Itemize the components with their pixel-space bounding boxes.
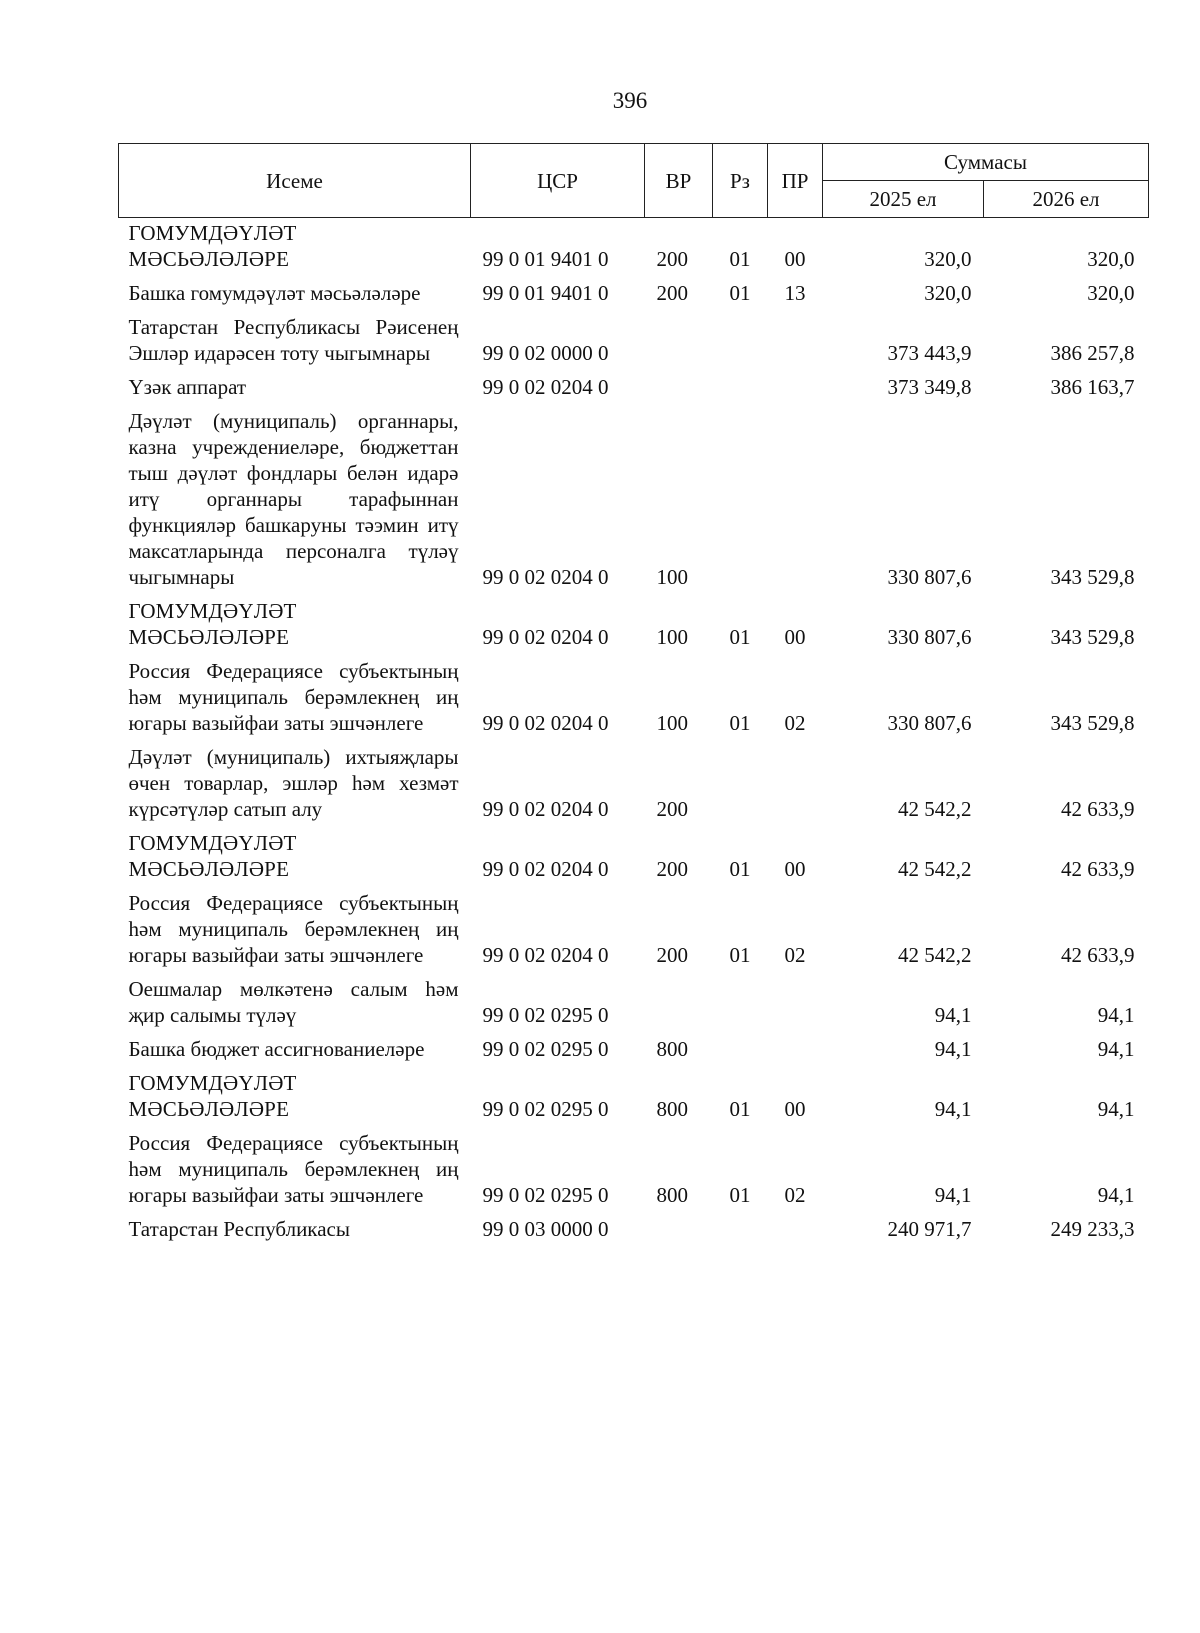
row-amount-2025: 320,0 [924, 281, 972, 305]
row-vr: 100 [656, 625, 688, 649]
row-amount-2026: 386 257,8 [1050, 341, 1135, 365]
row-rz: 01 [729, 281, 751, 305]
budget-table [118, 143, 1149, 1250]
row-csr: 99 0 02 0204 0 [482, 797, 609, 821]
table-row [119, 1130, 1149, 1216]
row-name: ГОМУМДӘҮЛӘТ МӘСЬӘЛӘЛӘРЕ [128, 221, 297, 271]
row-name: Россия Федерациясе субъектының һәм муниципаль берәмлекнең иң югары вазыйфаи заты эшчәнлеге [128, 659, 459, 735]
page-number: 396 [612, 88, 648, 113]
table-row [119, 1070, 1149, 1130]
row-amount-2025: 94,1 [934, 1183, 972, 1207]
row-amount-2025: 42 542,2 [898, 857, 972, 881]
row-rz [713, 744, 768, 830]
row-csr: 99 0 02 0000 0 [482, 341, 609, 365]
row-amount-2026: 94,1 [1097, 1003, 1135, 1027]
row-pr: 00 [784, 625, 806, 649]
row-pr: 13 [784, 281, 806, 305]
header-csr: ЦСР [471, 144, 645, 218]
row-rz: 01 [729, 625, 751, 649]
row-rz [713, 374, 768, 408]
row-rz: 01 [729, 1183, 751, 1207]
row-name: Россия Федерациясе субъектының һәм муниципаль берәмлекнең иң югары вазыйфаи заты эшчәнлеге [128, 891, 459, 967]
row-rz: 01 [729, 1097, 751, 1121]
row-amount-2025: 320,0 [924, 247, 972, 271]
row-pr [768, 744, 823, 830]
row-name: Үзәк аппарат [128, 375, 247, 399]
row-amount-2026: 94,1 [1097, 1183, 1135, 1207]
row-pr: 00 [784, 247, 806, 271]
row-csr: 99 0 01 9401 0 [482, 247, 609, 271]
row-name: Башка бюджет ассигнованиеләре [128, 1037, 425, 1061]
table-row [119, 598, 1149, 658]
row-name: Оешмалар мөлкәтенә салым һәм җир салымы түләү [128, 977, 459, 1027]
row-amount-2025: 330 807,6 [887, 625, 972, 649]
table-row [119, 976, 1149, 1036]
row-csr: 99 0 02 0204 0 [482, 625, 609, 649]
row-pr [768, 1216, 823, 1250]
row-name: Татарстан Республикасы Рәисенең Эшләр идарәсен тоту чыгымнары [128, 315, 459, 365]
row-name: ГОМУМДӘҮЛӘТ МӘСЬӘЛӘЛӘРЕ [128, 1071, 297, 1121]
table-row [119, 658, 1149, 744]
header-name: Исеме [119, 144, 471, 218]
row-vr: 200 [656, 247, 688, 271]
row-csr: 99 0 02 0204 0 [482, 943, 609, 967]
row-rz: 01 [729, 711, 751, 735]
row-name: Татарстан Республикасы [128, 1217, 350, 1241]
table-row [119, 890, 1149, 976]
row-vr: 800 [656, 1037, 688, 1061]
row-pr [768, 1036, 823, 1070]
row-pr [768, 374, 823, 408]
row-rz [713, 1216, 768, 1250]
row-vr: 200 [656, 281, 688, 305]
row-amount-2025: 94,1 [934, 1037, 972, 1061]
row-amount-2026: 249 233,3 [1050, 1217, 1135, 1241]
table-row [119, 1216, 1149, 1250]
row-pr: 02 [784, 1183, 806, 1207]
row-amount-2026: 343 529,8 [1050, 711, 1135, 735]
row-amount-2026: 343 529,8 [1050, 565, 1135, 589]
row-vr [645, 976, 713, 1036]
table-row [119, 374, 1149, 408]
row-vr [645, 374, 713, 408]
table-body [119, 218, 1149, 1251]
row-rz [713, 1036, 768, 1070]
row-amount-2026: 343 529,8 [1050, 625, 1135, 649]
row-amount-2026: 42 633,9 [1061, 943, 1135, 967]
row-rz [713, 408, 768, 598]
row-csr: 99 0 02 0204 0 [482, 565, 609, 589]
row-amount-2026: 94,1 [1097, 1097, 1135, 1121]
row-amount-2026: 94,1 [1097, 1037, 1135, 1061]
row-amount-2025: 330 807,6 [887, 565, 972, 589]
row-pr: 00 [784, 1097, 806, 1121]
row-rz: 01 [729, 857, 751, 881]
header-rz: Рз [713, 144, 768, 218]
row-name: Россия Федерациясе субъектының һәм муниципаль берәмлекнең иң югары вазыйфаи заты эшчәнлеге [128, 1131, 459, 1207]
row-csr: 99 0 02 0204 0 [482, 711, 609, 735]
row-vr: 100 [656, 711, 688, 735]
row-amount-2026: 386 163,7 [1050, 375, 1135, 399]
header-pr: ПР [768, 144, 823, 218]
row-csr: 99 0 02 0295 0 [482, 1037, 609, 1061]
row-name: ГОМУМДӘҮЛӘТ МӘСЬӘЛӘЛӘРЕ [128, 831, 297, 881]
row-pr: 00 [784, 857, 806, 881]
header-vr: ВР [645, 144, 713, 218]
table-row [119, 218, 1149, 281]
table-header [119, 144, 1149, 218]
row-amount-2026: 320,0 [1087, 281, 1135, 305]
row-csr: 99 0 02 0295 0 [482, 1097, 609, 1121]
header-year-2025: 2025 ел [823, 181, 984, 218]
row-vr: 800 [656, 1183, 688, 1207]
table-row [119, 1036, 1149, 1070]
row-amount-2025: 373 443,9 [887, 341, 972, 365]
table-row [119, 314, 1149, 374]
table-row [119, 830, 1149, 890]
row-amount-2025: 373 349,8 [887, 375, 972, 399]
row-vr: 800 [656, 1097, 688, 1121]
table-row [119, 280, 1149, 314]
row-vr: 200 [656, 943, 688, 967]
row-vr: 100 [656, 565, 688, 589]
row-rz: 01 [729, 247, 751, 271]
row-name: Дәүләт (муниципаль) органнары, казна учреждениеләре, бюджеттан тыш дәүләт фондлары белән идарә итү органнары тарафыннан функцияләр башкаруны тәэмин итү максатларында персоналга түләү чыгымнары [128, 409, 459, 589]
row-amount-2026: 42 633,9 [1061, 857, 1135, 881]
row-amount-2025: 94,1 [934, 1003, 972, 1027]
row-amount-2025: 42 542,2 [898, 797, 972, 821]
row-pr: 02 [784, 711, 806, 735]
row-name: Дәүләт (муниципаль) ихтыяҗлары өчен товарлар, эшләр һәм хезмәт күрсәтүләр сатып алу [128, 745, 459, 821]
row-vr: 200 [656, 857, 688, 881]
row-amount-2026: 42 633,9 [1061, 797, 1135, 821]
row-rz [713, 976, 768, 1036]
row-name: Башка гомумдәүләт мәсьәләләре [128, 281, 421, 305]
row-vr [645, 1216, 713, 1250]
row-csr: 99 0 02 0204 0 [482, 857, 609, 881]
row-rz: 01 [729, 943, 751, 967]
row-vr: 200 [656, 797, 688, 821]
row-csr: 99 0 02 0204 0 [482, 375, 609, 399]
row-csr: 99 0 02 0295 0 [482, 1183, 609, 1207]
row-csr: 99 0 02 0295 0 [482, 1003, 609, 1027]
row-amount-2026: 320,0 [1087, 247, 1135, 271]
row-amount-2025: 330 807,6 [887, 711, 972, 735]
row-pr [768, 314, 823, 374]
row-amount-2025: 94,1 [934, 1097, 972, 1121]
row-pr [768, 976, 823, 1036]
row-name: ГОМУМДӘҮЛӘТ МӘСЬӘЛӘЛӘРЕ [128, 599, 297, 649]
row-pr [768, 408, 823, 598]
row-amount-2025: 240 971,7 [887, 1217, 972, 1241]
table-row [119, 408, 1149, 598]
table-row [119, 744, 1149, 830]
header-amounts: Суммасы [823, 144, 1149, 181]
header-year-2026: 2026 ел [984, 181, 1149, 218]
row-rz [713, 314, 768, 374]
row-csr: 99 0 03 0000 0 [482, 1217, 609, 1241]
row-pr: 02 [784, 943, 806, 967]
row-csr: 99 0 01 9401 0 [482, 281, 609, 305]
row-vr [645, 314, 713, 374]
row-amount-2025: 42 542,2 [898, 943, 972, 967]
